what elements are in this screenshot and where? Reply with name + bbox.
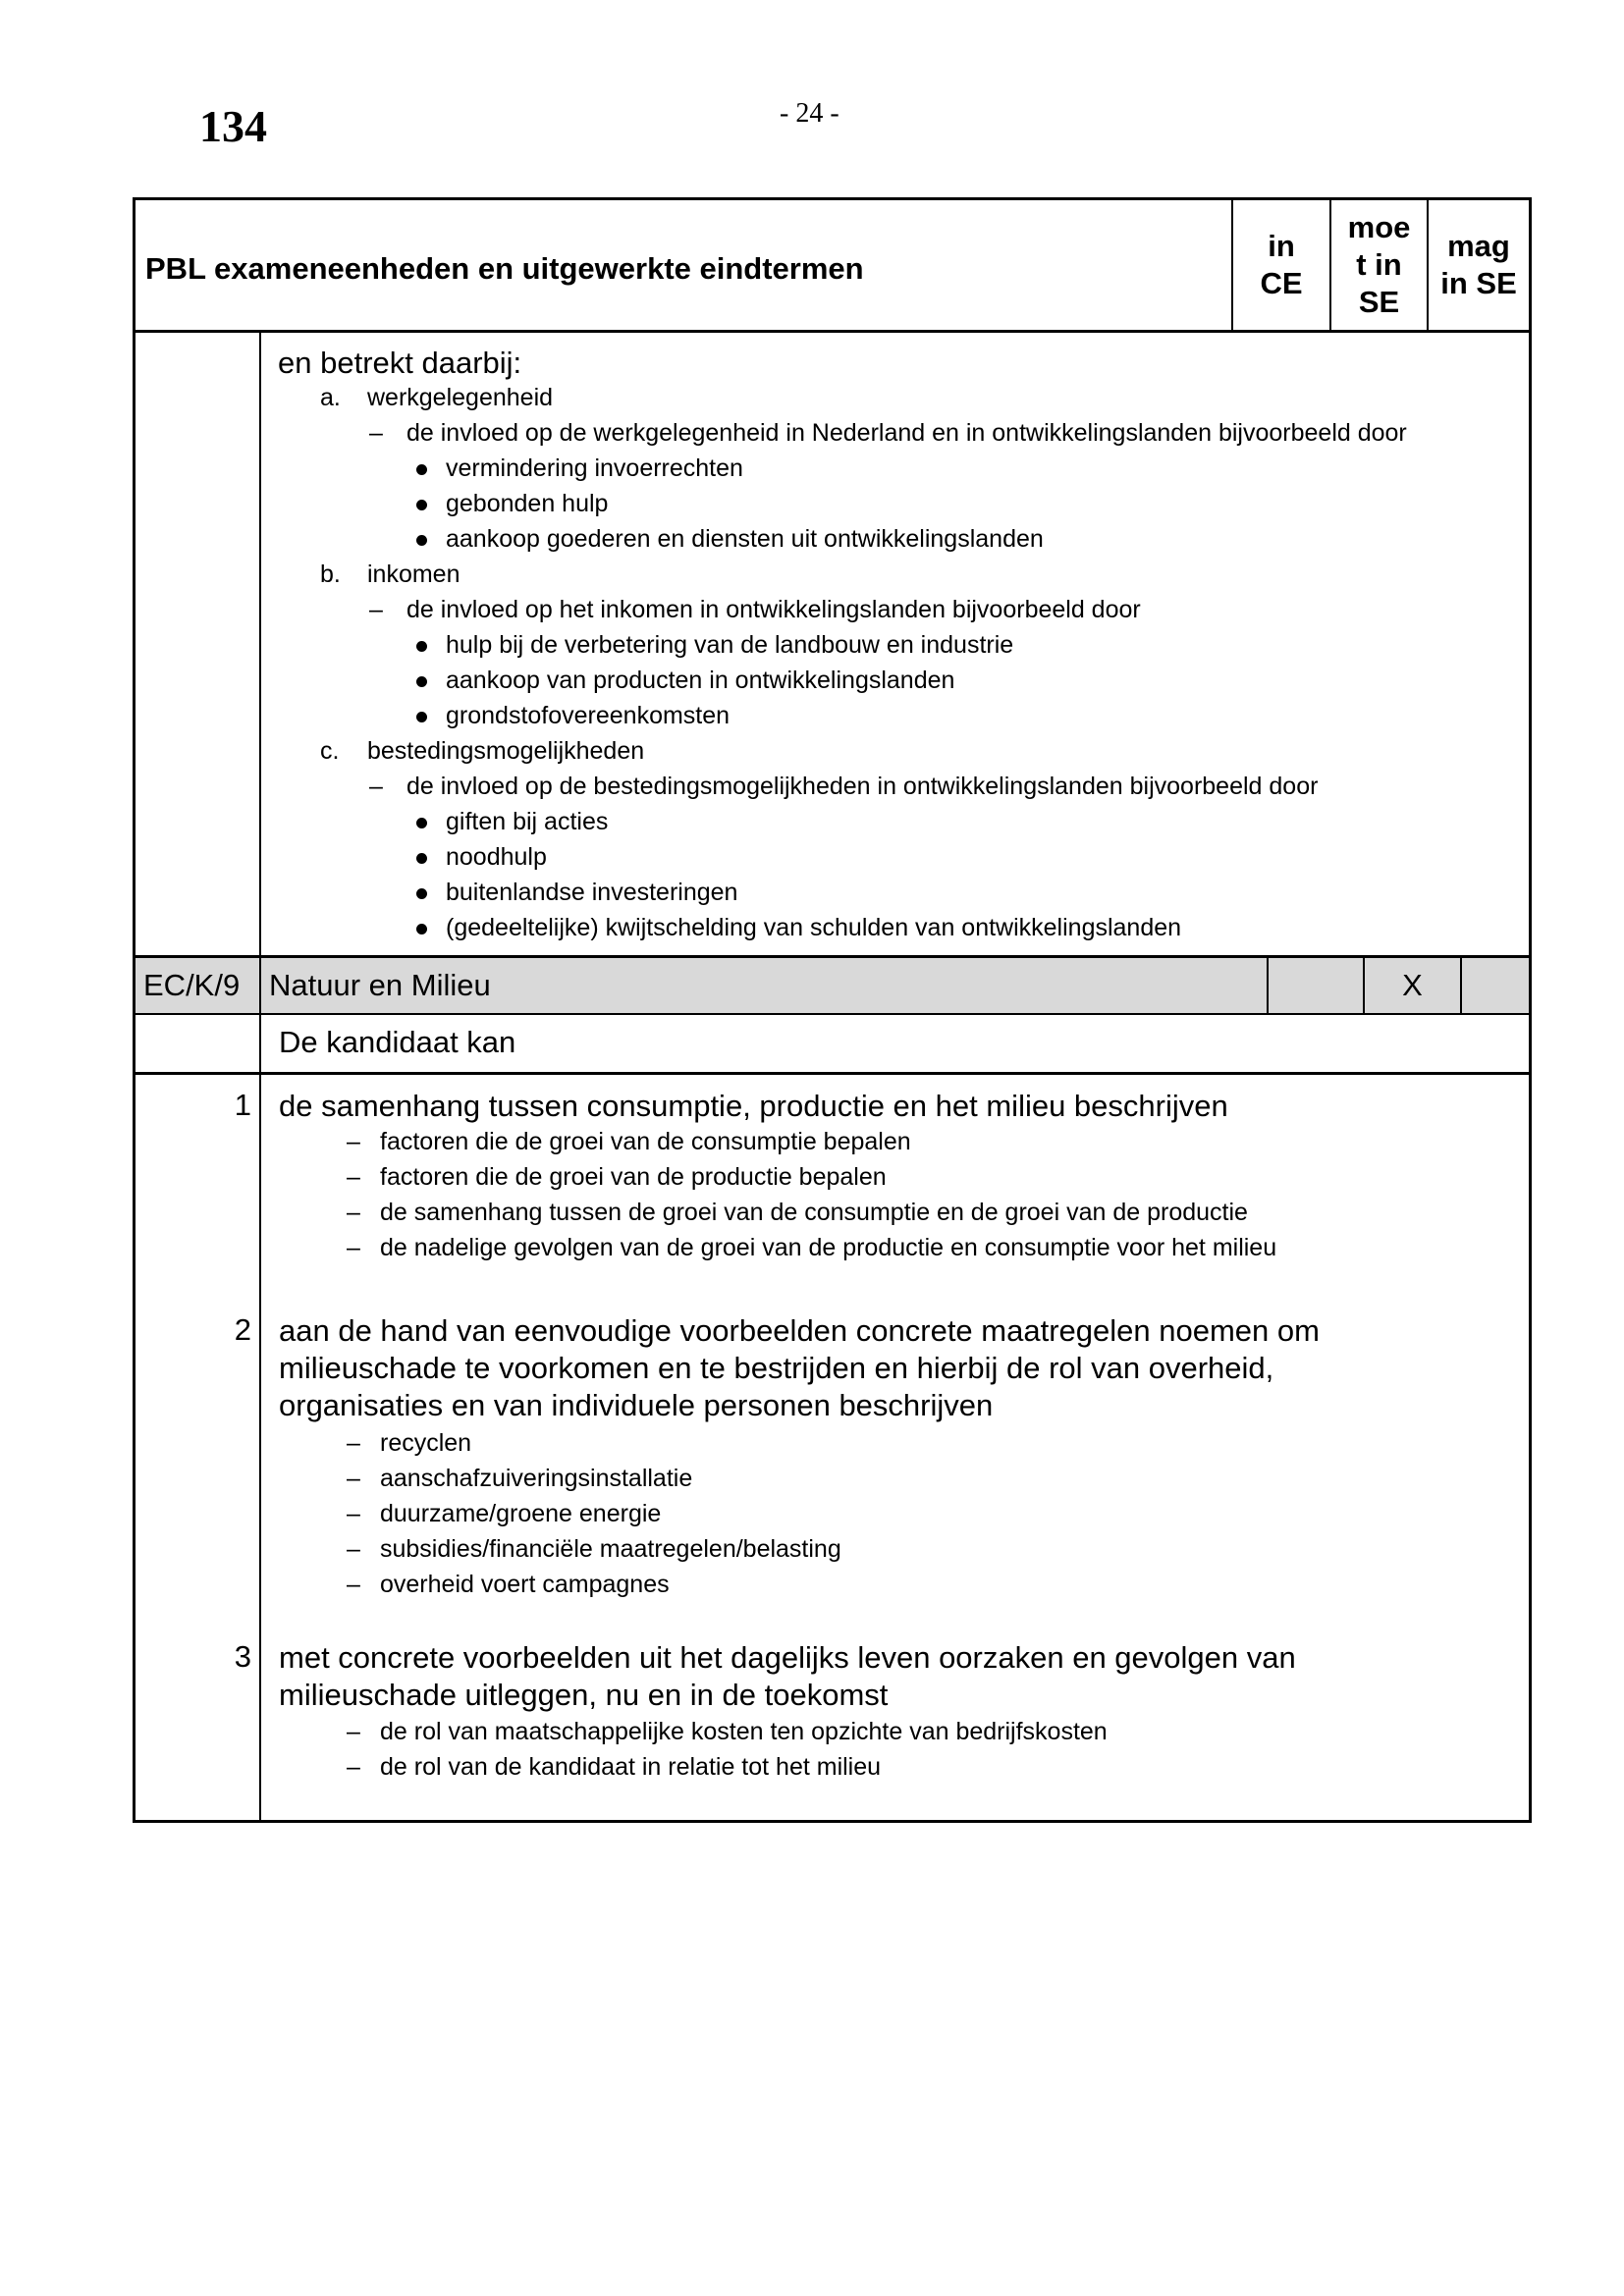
bullet-text: gebonden hulp <box>446 490 609 517</box>
dash-marker: – <box>347 1429 360 1457</box>
unit-mag-in-se-cell <box>1460 958 1529 1013</box>
bullet-icon <box>416 818 427 828</box>
column-divider <box>259 330 261 958</box>
group-letter: c. <box>320 737 340 765</box>
group-dash-text: de invloed op de bestedingsmogelijkheden in ontwikkelingslanden bijvoorbeeld door <box>406 773 1319 800</box>
group-letter: b. <box>320 561 341 588</box>
header-in-ce-line: CE <box>1260 266 1303 300</box>
bullet-item <box>416 879 427 907</box>
dash-marker: – <box>347 1465 360 1492</box>
bullet-text: (gedeeltelijke) kwijtschelding van schulden van ontwikkelingslanden <box>446 914 1182 941</box>
bullet-icon <box>416 924 427 934</box>
bullet-icon <box>416 676 427 687</box>
bullet-item <box>416 525 427 554</box>
item-title-line: milieuschade te voorkomen en te bestrijden en hierbij de rol van overheid, <box>279 1351 1274 1385</box>
item-title-line: de samenhang tussen consumptie, productie en het milieu beschrijven <box>279 1089 1228 1123</box>
group-label: inkomen <box>367 561 460 588</box>
bullet-item <box>416 454 427 483</box>
dash-marker: – <box>347 1199 360 1226</box>
unit-row <box>135 955 1529 1015</box>
dash-marker: – <box>347 1163 360 1191</box>
item-dash-text: subsidies/financiële maatregelen/belasting <box>380 1535 841 1563</box>
header-in-ce-line: in <box>1268 229 1295 263</box>
bullet-icon <box>416 500 427 510</box>
bullet-item <box>416 702 427 730</box>
dash-marker: – <box>347 1718 360 1745</box>
bullet-item <box>416 667 427 695</box>
bullet-text: aankoop goederen en diensten uit ontwikkelingslanden <box>446 525 1044 553</box>
page-number: 134 <box>199 101 267 151</box>
item-dash-text: duurzame/groene energie <box>380 1500 662 1527</box>
bullet-icon <box>416 464 427 475</box>
bullet-icon <box>416 641 427 652</box>
group-letter: a. <box>320 384 341 411</box>
header-title: PBL exameneenheden en uitgewerkte eindtermen <box>145 251 864 286</box>
dash-marker: – <box>347 1571 360 1598</box>
item-dash-text: factoren die de groei van de productie bepalen <box>380 1163 887 1191</box>
header-moet-in-se <box>1329 200 1427 330</box>
header-mag-line: mag <box>1447 229 1510 263</box>
header-mag-line: in SE <box>1440 266 1517 300</box>
group-label: werkgelegenheid <box>367 384 554 411</box>
bullet-icon <box>416 712 427 722</box>
bullet-item <box>416 843 427 872</box>
dash-marker: – <box>347 1753 360 1781</box>
item-title <box>279 1639 1526 1714</box>
bullet-text: noodhulp <box>446 843 547 871</box>
unit-title: Natuur en Milieu <box>269 968 491 1002</box>
dash-marker: – <box>369 773 383 800</box>
dash-marker: – <box>369 596 383 623</box>
bullet-text: vermindering invoerrechten <box>446 454 743 482</box>
dash-marker: – <box>347 1128 360 1155</box>
bullet-icon <box>416 853 427 864</box>
unit-code: EC/K/9 <box>143 968 241 1002</box>
group-dash-text: de invloed op het inkomen in ontwikkelingslanden bijvoorbeeld door <box>406 596 1141 623</box>
item-title <box>279 1312 1526 1424</box>
item-number: 1 <box>234 1088 251 1122</box>
bullet-icon <box>416 535 427 546</box>
dash-marker: – <box>347 1500 360 1527</box>
item-dash-text: de rol van de kandidaat in relatie tot het milieu <box>380 1753 882 1781</box>
eindtermen-table <box>133 197 1532 1823</box>
item-dash-text: de rol van maatschappelijke kosten ten opzichte van bedrijfskosten <box>380 1718 1108 1745</box>
item-title-line: aan de hand van eenvoudige voorbeelden concrete maatregelen noemen om <box>279 1313 1320 1348</box>
header-in-ce <box>1231 200 1329 330</box>
bullet-text: hulp bij de verbetering van de landbouw en industrie <box>446 631 1014 659</box>
group-label: bestedingsmogelijkheden <box>367 737 645 765</box>
table-header <box>135 200 1529 333</box>
header-moet-line: moe <box>1347 210 1411 244</box>
item-number: 2 <box>234 1312 251 1347</box>
candidate-intro-row <box>135 1015 1529 1075</box>
dash-marker: – <box>369 419 383 447</box>
unit-title-cell <box>259 958 1267 1013</box>
unit-in-ce-cell <box>1267 958 1363 1013</box>
column-divider <box>259 1015 261 1823</box>
bullet-text: aankoop van producten in ontwikkelingslanden <box>446 667 955 694</box>
group-dash-text: de invloed op de werkgelegenheid in Nederland en in ontwikkelingslanden bijvoorbeeld door <box>406 419 1407 447</box>
header-moet-line: SE <box>1358 285 1400 319</box>
item-dash-text: factoren die de groei van de consumptie bepalen <box>380 1128 911 1155</box>
item-number: 3 <box>234 1639 251 1674</box>
item-dash-text: recyclen <box>380 1429 472 1457</box>
item-title <box>279 1088 1526 1125</box>
dash-marker: – <box>347 1535 360 1563</box>
bullet-text: grondstofovereenkomsten <box>446 702 731 729</box>
bullet-item <box>416 490 427 518</box>
item-dash-text: aanschafzuiveringsinstallatie <box>380 1465 693 1492</box>
item-title-line: milieuschade uitleggen, nu en in de toekomst <box>279 1678 889 1712</box>
continuation-intro: en betrekt daarbij: <box>278 346 522 380</box>
bullet-text: giften bij acties <box>446 808 609 835</box>
dash-marker: – <box>347 1234 360 1261</box>
bullet-icon <box>416 888 427 899</box>
item-dash-text: de nadelige gevolgen van de groei van de productie en consumptie voor het milieu <box>380 1234 1277 1261</box>
bullet-text: buitenlandse investeringen <box>446 879 738 906</box>
item-title-line: met concrete voorbeelden uit het dagelijks leven oorzaken en gevolgen van <box>279 1640 1296 1675</box>
candidate-intro: De kandidaat kan <box>279 1025 516 1059</box>
item-title-line: organisaties en van individuele personen beschrijven <box>279 1388 994 1422</box>
item-dash-text: overheid voert campagnes <box>380 1571 670 1598</box>
bullet-item <box>416 914 427 942</box>
bullet-item <box>416 631 427 660</box>
header-mag-in-se <box>1427 200 1529 330</box>
unit-moet-in-se-cell: X <box>1363 958 1460 1013</box>
header-moet-line: t in <box>1356 247 1402 282</box>
item-dash-text: de samenhang tussen de groei van de consumptie en de groei van de productie <box>380 1199 1248 1226</box>
page-sub-number: - 24 - <box>780 98 839 129</box>
bullet-item <box>416 808 427 836</box>
